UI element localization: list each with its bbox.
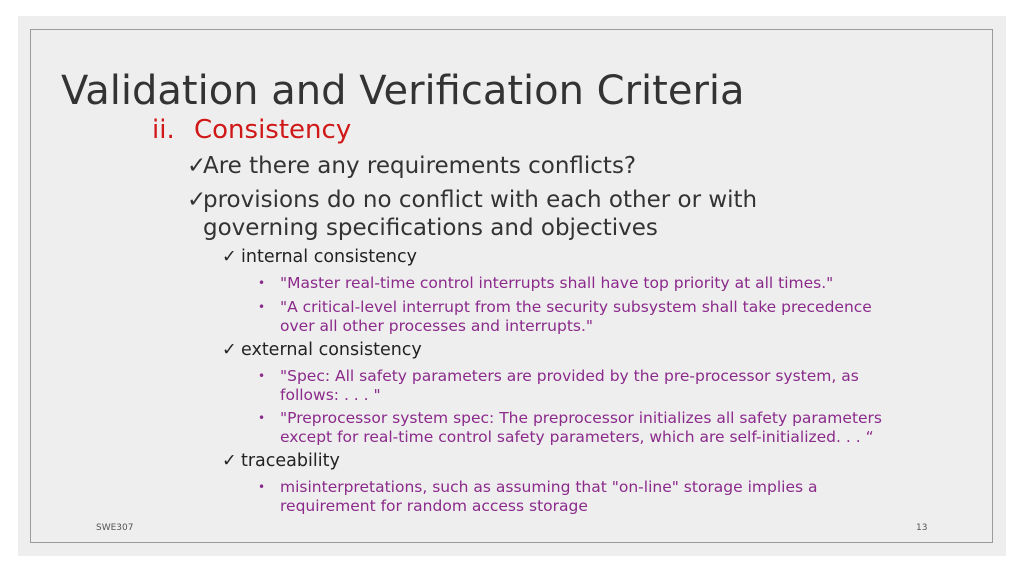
section-number: ii. — [152, 115, 175, 145]
checkmark-icon: ✓ — [222, 247, 237, 267]
checkmark-icon: ✓ — [222, 340, 237, 360]
section-heading — [152, 115, 351, 145]
subpoint-external-consistency — [222, 340, 422, 360]
checkmark-icon: ✓ — [187, 187, 207, 213]
point-text: Are there any requirements conflicts? — [203, 153, 637, 179]
subpoint-internal-consistency — [222, 247, 417, 267]
point-text-line1: provisions do no conflict with each other or with — [203, 187, 758, 213]
slide-title: Validation and Verification Criteria — [61, 68, 745, 114]
bullet-icon: • — [258, 369, 266, 383]
list-item — [258, 274, 833, 293]
subpoint-traceability — [222, 451, 340, 471]
section-label: Consistency — [194, 115, 352, 145]
list-item-line2: follows: . . . " — [280, 386, 381, 404]
list-item-line1: "Master real-time control interrupts shall have top priority at all times." — [280, 274, 834, 292]
list-item-line1: "Preprocessor system spec: The preprocessor initializes all safety parameters — [280, 409, 883, 427]
list-item — [258, 409, 882, 447]
subpoint-label: traceability — [241, 451, 340, 471]
bullet-icon: • — [258, 276, 266, 290]
list-item-line2: except for real-time control safety parameters, which are self-initialized. . . “ — [280, 428, 874, 446]
bullet-icon: • — [258, 411, 266, 425]
bullet-icon: • — [258, 480, 266, 494]
list-item-line2: requirement for random access storage — [280, 497, 588, 515]
list-item — [258, 367, 859, 405]
footer-page-number: 13 — [916, 523, 928, 533]
list-item-line2: over all other processes and interrupts." — [280, 317, 594, 335]
footer-course-code: SWE307 — [96, 523, 134, 533]
checkmark-icon: ✓ — [222, 451, 237, 471]
bullet-icon: • — [258, 300, 266, 314]
checkmark-icon: ✓ — [187, 153, 207, 179]
list-item-line1: "Spec: All safety parameters are provided by the pre-processor system, as — [280, 367, 859, 385]
point-provisions — [187, 186, 757, 242]
subpoint-label: external consistency — [241, 340, 422, 360]
list-item — [258, 298, 872, 336]
list-item-line1: "A critical-level interrupt from the security subsystem shall take precedence — [280, 298, 872, 316]
point-text-line2: governing specifications and objectives — [203, 215, 658, 241]
list-item-line1: misinterpretations, such as assuming that "on-line" storage implies a — [280, 478, 818, 496]
point-conflicts — [187, 152, 636, 180]
list-item — [258, 478, 818, 516]
subpoint-label: internal consistency — [241, 247, 417, 267]
